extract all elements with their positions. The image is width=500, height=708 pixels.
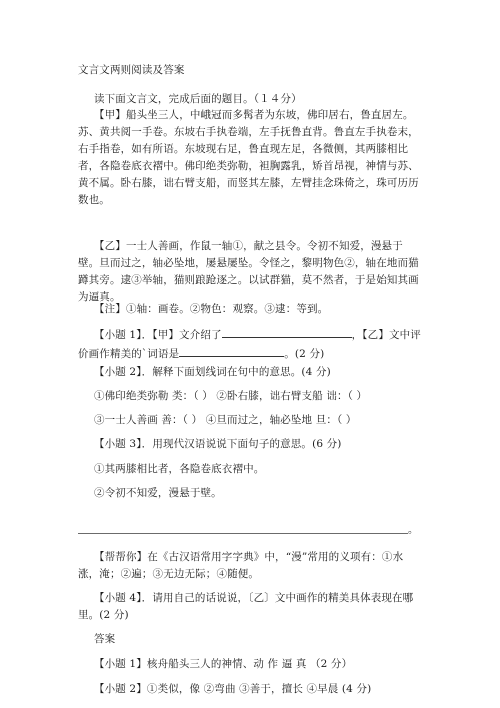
question-2-items-b: ③一士人善画 善：（ ） ④旦而过之，轴必坠地 旦：（ ）	[94, 414, 357, 426]
question-3-sentence-a: ①其两膝相比者，各隐卷底衣褶中。	[94, 463, 265, 475]
intro-text: 读下面文言文，完成后面的题目。（１４分）	[94, 93, 302, 105]
annotation-note: 【注】①轴：画卷。②物色：观察。③逮：等到。	[94, 303, 329, 315]
question-4: 【小题 4】．请用自己的话说说，〔乙〕文中画作的精美具体表现在哪里。(2 分)	[78, 592, 414, 621]
question-2-items-a: ①佛印绝类弥勒 类：（ ） ②卧右膝，诎右臂支船 诎：（ ）	[94, 390, 368, 402]
question-1-text-c: 。(2 分)	[284, 348, 325, 360]
answer-line-divider	[78, 533, 408, 534]
document-title: 文言文两则阅读及答案	[78, 64, 185, 76]
question-1-text-a: 【小题 1】．【甲】文介绍了	[94, 329, 222, 341]
answer-2: 【小题 2】①类似，像 ②弯曲 ③善于，擅长 ④早晨 (4 分)	[94, 683, 372, 695]
answer-blank-2[interactable]	[179, 344, 284, 357]
divider-end-mark: 。	[408, 525, 418, 536]
passage-jia: 【甲】船头坐三人，中峨冠而多髯者为东坡，佛印居右，鲁直居左。苏、黄共阅一手卷。东坡右手执卷端，左手抚鲁直背。鲁直左手执卷末，右手指卷，如有所语。东坡现右足，鲁直现左足，各微侧，其两膝相比者，各隐卷底衣褶中。佛印绝类弥勒，袒胸露乳，矫首昂视，神情与苏、黄不属。卧右膝，诎右臂支船，而竖其左膝，左臂挂念珠倚之，珠可历历数也。	[78, 109, 419, 206]
question-1	[78, 325, 423, 363]
passage-yi: 【乙】一士人善画，作鼠一轴①，献之县令。令初不知爱，漫悬于壁。旦而过之，轴必坠地，屡悬屡坠。令怪之，黎明物色②，轴在地而猫蹲其旁。逮③举轴，猫则踉跄逐之。以试群猫，莫不然者，于是始知其画为逼真。	[78, 240, 419, 303]
answer-1: 【小题 1】核舟船头三人的神情、动 作 逼 真 （2 分）	[94, 658, 353, 670]
answers-heading: 答案	[94, 633, 116, 645]
question-3: 【小题 3】．用现代汉语说说下面句子的意思。(6 分)	[94, 438, 342, 450]
question-3-sentence-b: ②令初不知爱，漫悬于壁。	[94, 487, 222, 499]
answer-blank-1[interactable]	[222, 325, 352, 338]
question-1-text-b: ，【乙】文中评价画作精美的`词语是	[78, 329, 421, 360]
question-2: 【小题 2】．解释下面划线词在句中的意思。(4 分)	[94, 366, 331, 378]
help-tip: 【帮帮你】在《古汉语常用字字典》中，“漫”常用的义项有：①水涨，淹；②遍；③无边无际；④随便。	[78, 551, 404, 580]
